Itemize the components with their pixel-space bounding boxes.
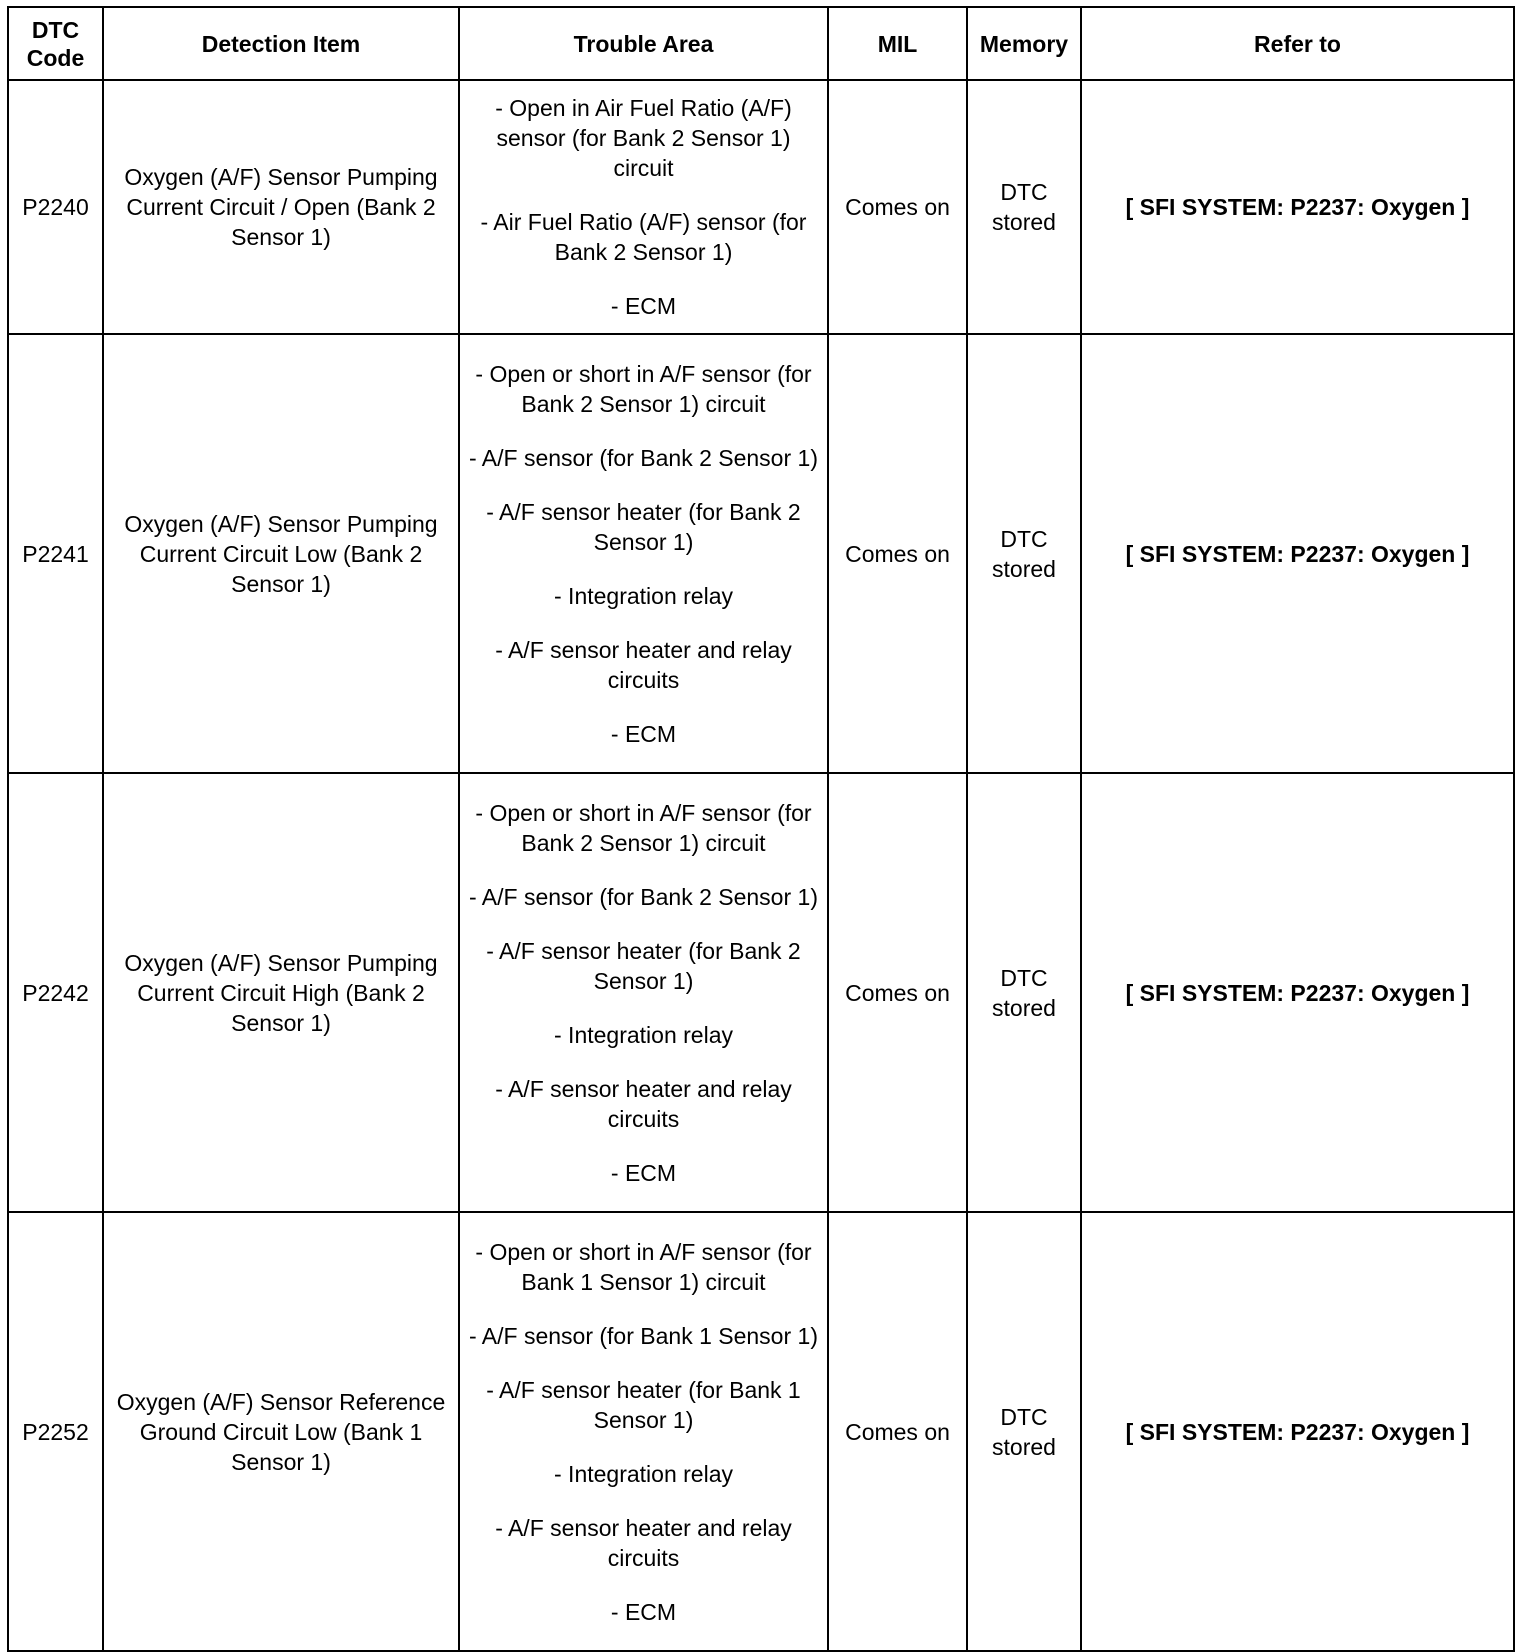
trouble-area-item: - A/F sensor heater and relay circuits: [495, 1075, 792, 1132]
mil-cell: Comes on: [828, 773, 967, 1212]
refer-to-link[interactable]: [ SFI SYSTEM: P2237: Oxygen ]: [1081, 1212, 1514, 1651]
header-row: [8, 7, 1514, 80]
trouble-area-item: - A/F sensor heater (for Bank 1 Sensor 1): [486, 1376, 801, 1433]
trouble-area-item: - Air Fuel Ratio (A/F) sensor (for Bank 2 Sensor 1): [480, 209, 807, 265]
trouble-area-item: - A/F sensor (for Bank 1 Sensor 1): [469, 1322, 818, 1349]
trouble-area-item: - A/F sensor heater (for Bank 2 Sensor 1): [486, 937, 801, 994]
trouble-area-cell: [459, 1212, 828, 1651]
trouble-area-item: - A/F sensor (for Bank 2 Sensor 1): [469, 883, 818, 910]
trouble-area-item: - A/F sensor (for Bank 2 Sensor 1): [469, 444, 818, 471]
mil-cell: Comes on: [828, 334, 967, 773]
table-header: [8, 7, 1514, 80]
trouble-area-cell: [459, 80, 828, 334]
table-row: [8, 1212, 1514, 1651]
dtc-code-cell: P2241: [8, 334, 103, 773]
dtc-table: [7, 6, 1515, 1652]
detection-item-cell: Oxygen (A/F) Sensor Pumping Current Circuit / Open (Bank 2 Sensor 1): [103, 80, 459, 334]
trouble-area-cell: [459, 334, 828, 773]
trouble-area-item: - Open or short in A/F sensor (for Bank 1 Sensor 1) circuit: [475, 1238, 812, 1295]
table-body: [8, 80, 1514, 1651]
refer-to-link[interactable]: [ SFI SYSTEM: P2237: Oxygen ]: [1081, 334, 1514, 773]
header-trouble-area: Trouble Area: [459, 7, 828, 80]
trouble-area-item: - Open or short in A/F sensor (for Bank 2 Sensor 1) circuit: [475, 360, 812, 417]
trouble-area-item: - ECM: [610, 293, 677, 319]
trouble-area-item: - ECM: [610, 720, 677, 747]
table-row: [8, 334, 1514, 773]
trouble-area-item: - Open in Air Fuel Ratio (A/F) sensor (for Bank 2 Sensor 1) circuit: [495, 95, 792, 181]
refer-to-link[interactable]: [ SFI SYSTEM: P2237: Oxygen ]: [1081, 80, 1514, 334]
trouble-area-item: - ECM: [610, 1598, 677, 1625]
trouble-area-item: - Integration relay: [554, 1460, 733, 1487]
mil-cell: Comes on: [828, 1212, 967, 1651]
trouble-area-item: - A/F sensor heater and relay circuits: [495, 1514, 792, 1571]
trouble-area-item: - Integration relay: [554, 1021, 733, 1048]
detection-item-cell: Oxygen (A/F) Sensor Pumping Current Circuit Low (Bank 2 Sensor 1): [103, 334, 459, 773]
header-memory: Memory: [967, 7, 1081, 80]
table-row: [8, 80, 1514, 334]
header-refer-to: Refer to: [1081, 7, 1514, 80]
table-row: [8, 773, 1514, 1212]
header-detection-item: Detection Item: [103, 7, 459, 80]
refer-to-link[interactable]: [ SFI SYSTEM: P2237: Oxygen ]: [1081, 773, 1514, 1212]
memory-cell: DTC stored: [967, 1212, 1081, 1651]
memory-cell: DTC stored: [967, 773, 1081, 1212]
trouble-area-item: - ECM: [610, 1159, 677, 1186]
trouble-area-list: [466, 786, 821, 1200]
trouble-area-list: [466, 1225, 821, 1639]
detection-item-cell: Oxygen (A/F) Sensor Pumping Current Circuit High (Bank 2 Sensor 1): [103, 773, 459, 1212]
trouble-area-list: [466, 81, 821, 333]
trouble-area-item: - A/F sensor heater (for Bank 2 Sensor 1): [486, 498, 801, 555]
dtc-code-cell: P2240: [8, 80, 103, 334]
mil-cell: Comes on: [828, 80, 967, 334]
detection-item-cell: Oxygen (A/F) Sensor Reference Ground Circuit Low (Bank 1 Sensor 1): [103, 1212, 459, 1651]
header-dtc-code: DTC Code: [8, 7, 103, 80]
trouble-area-cell: [459, 773, 828, 1212]
trouble-area-item: - Integration relay: [554, 582, 733, 609]
memory-cell: DTC stored: [967, 334, 1081, 773]
trouble-area-item: - Open or short in A/F sensor (for Bank 2 Sensor 1) circuit: [475, 799, 812, 856]
trouble-area-item: - A/F sensor heater and relay circuits: [495, 636, 792, 693]
memory-cell: DTC stored: [967, 80, 1081, 334]
dtc-code-cell: P2252: [8, 1212, 103, 1651]
dtc-code-cell: P2242: [8, 773, 103, 1212]
trouble-area-list: [466, 347, 821, 761]
header-mil: MIL: [828, 7, 967, 80]
